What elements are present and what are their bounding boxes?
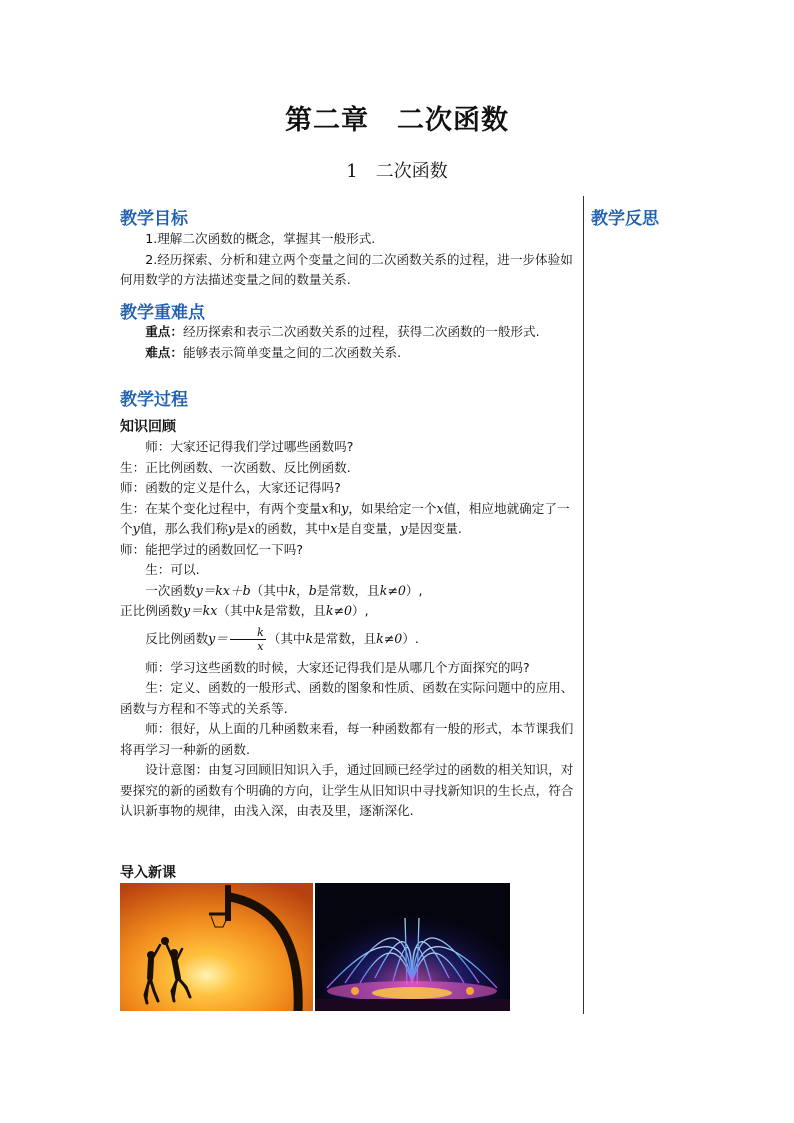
chapter-title: 第二章 二次函数 — [285, 105, 509, 136]
fountain-illustration — [315, 883, 510, 1011]
difficult-point — [120, 343, 578, 364]
objectives-heading: 教学目标 — [120, 209, 188, 229]
dialog-line: 生：正比例函数、一次函数、反比例函数. — [120, 459, 351, 475]
objective-item-1: 1.理解二次函数的概念，掌握其一般形式. — [145, 231, 376, 246]
reflection-heading: 教学反思 — [591, 209, 659, 229]
dialog-line: 生：可以. — [145, 562, 200, 577]
dialog-line: 生：定义、函数的一般形式、函数的图象和性质、函数在实际问题中的应用、函数与方程和不等式的关系等. — [120, 680, 574, 716]
fountain-photo — [315, 883, 510, 1011]
key-points-heading: 教学重难点 — [120, 303, 205, 323]
basketball-illustration — [120, 883, 313, 1011]
dialog-line: 师：很好，从上面的几种函数来看，每一种函数都有一般的形式，本节课我们将再学习一种新的函数. — [120, 721, 574, 757]
section-title: 1 二次函数 — [346, 161, 448, 182]
dialog-line: 师：大家还记得我们学过哪些函数吗? — [145, 439, 354, 454]
design-intent: 设计意图：由复习回顾旧知识入手，通过回顾已经学过的函数的相关知识，对要探究的新的函数有个明确的方向，让学生从旧知识中寻找新知识的生长点，符合认识新事物的规律，由浅入深，由表及里，逐渐深化. — [120, 762, 574, 818]
review-body — [120, 437, 578, 822]
basketball-photo — [120, 883, 313, 1011]
difficult-text: 能够表示简单变量之间的二次函数关系. — [182, 344, 402, 360]
difficult-label: 难点： — [145, 344, 183, 360]
dialog-line: 师：能把学过的函数回忆一下吗? — [120, 541, 303, 557]
function-definition: 生：在某个变化过程中，有两个变量x和y，如果给定一个x值，相应地就确定了一个y值，那么我们称y是x的函数，其中x是自变量，y是因变量. — [120, 500, 570, 536]
key-text: 经历探索和表示二次函数关系的过程，获得二次函数的一般形式. — [182, 324, 540, 339]
objectives-body — [120, 229, 578, 291]
inverse-function-line: 反比例函数y＝ $\frac{k}{x}$ （其中k是常数，且k≠0）. — [145, 625, 419, 653]
key-point — [120, 322, 578, 343]
column-divider — [583, 196, 584, 1014]
review-heading: 知识回顾 — [120, 419, 176, 435]
new-lesson-heading: 导入新课 — [120, 865, 176, 881]
key-points-body — [120, 322, 578, 363]
key-label: 重点： — [145, 324, 183, 339]
linear-function-line: 一次函数y＝kx＋b（其中k，b是常数，且k≠0）, — [145, 582, 423, 598]
objective-item-2: 2.经历探索、分析和建立两个变量之间的二次函数关系的过程，进一步体验如何用数学的方法描述变量之间的数量关系. — [120, 251, 573, 287]
proportional-function-line: 正比例函数y＝kx（其中k是常数，且k≠0）, — [120, 603, 369, 618]
dialog-line: 师：学习这些函数的时候，大家还记得我们是从哪几个方面探究的吗? — [145, 659, 530, 675]
dialog-line: 师：函数的定义是什么，大家还记得吗? — [120, 480, 341, 495]
fraction-k-over-x: $\frac{k}{x}$ — [230, 626, 266, 653]
process-heading: 教学过程 — [120, 390, 188, 410]
